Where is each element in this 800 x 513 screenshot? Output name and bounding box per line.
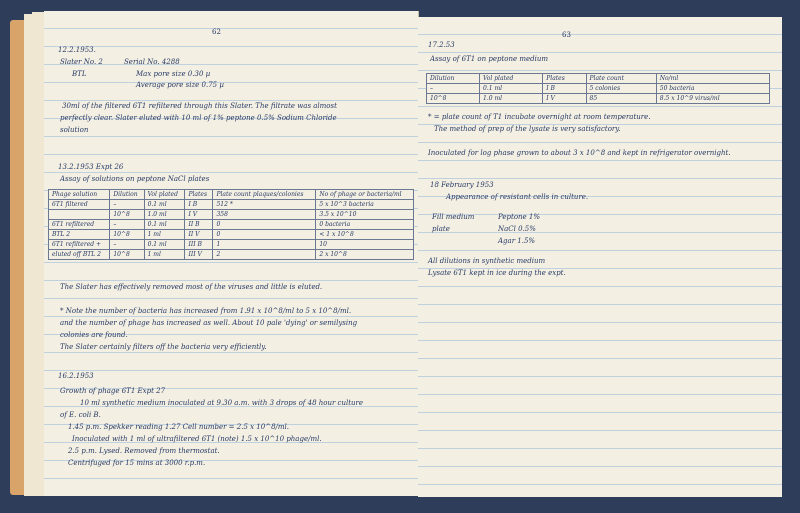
table-cell: – — [110, 240, 144, 250]
notebook-line: Serial No. 4288 — [124, 58, 180, 66]
table-cell: – — [110, 220, 144, 230]
table-cell: 0 bacteria — [316, 220, 414, 230]
table-cell: II B — [185, 220, 213, 230]
table-header-cell: No/ml — [656, 74, 769, 84]
table-cell: – — [110, 200, 144, 210]
table-cell: 0 — [213, 220, 316, 230]
table-row — [49, 240, 414, 250]
assay-table — [48, 189, 414, 260]
table-cell: < 1 x 10^8 — [316, 230, 414, 240]
table-header-cell: Phage solution — [49, 190, 110, 200]
table-header-cell: Plate count plaques/colonies — [213, 190, 316, 200]
table-cell: 2 x 10^8 — [316, 250, 414, 260]
table-cell: 512 * — [213, 200, 316, 210]
table-cell: 85 — [586, 94, 656, 104]
table-cell: 10^8 — [110, 250, 144, 260]
table-row — [49, 230, 414, 240]
table-cell: 1 ml — [144, 230, 185, 240]
notebook-line: perfectly clear. Slater eluted with 10 ml of 1% peptone 0.5% Sodium Chloride — [60, 114, 337, 122]
table-header-cell: No of phage or bacteria/ml — [316, 190, 414, 200]
notebook-line: 10 ml synthetic medium inoculated at 9.30 a.m. with 3 drops of 48 hour culture — [80, 399, 364, 407]
table-cell: 0.1 ml — [144, 240, 185, 250]
table-cell: 0 — [213, 230, 316, 240]
notebook-line: Assay of 6T1 on peptone medium — [430, 55, 549, 63]
table-row — [427, 84, 770, 94]
table-cell: 10^8 — [427, 94, 480, 104]
notebook-line: The Slater has effectively removed most of the viruses and little is eluted. — [60, 283, 323, 291]
table-cell: BTL 2 — [49, 230, 110, 240]
notebook-line: colonies are found. — [60, 331, 128, 339]
notebook-line: Lysate 6T1 kept in ice during the expt. — [428, 269, 566, 277]
table-cell: 10^8 — [110, 230, 144, 240]
table-cell: III B — [185, 240, 213, 250]
table-header-cell: Vol plated — [144, 190, 185, 200]
notebook-line: * Note the number of bacteria has increased from 1.91 x 10^8/ml to 5 x 10^8/ml. — [60, 307, 352, 315]
notebook-line: 17.2.53 — [428, 41, 455, 49]
notebook-line: Inoculated with 1 ml of ultrafiltered 6T1 (note) 1.5 x 10^10 phage/ml. — [72, 435, 322, 443]
notebook-line: Fill medium — [432, 213, 475, 221]
table-cell: 5 colonies — [586, 84, 656, 94]
table-row — [49, 250, 414, 260]
table-row — [427, 94, 770, 104]
notebook-line: solution — [60, 126, 89, 134]
notebook-line: Centrifuged for 15 mins at 3000 r.p.m. — [68, 459, 206, 467]
table-cell: II V — [185, 230, 213, 240]
table-cell: eluted off BTL 2 — [49, 250, 110, 260]
table-header-cell: Plates — [543, 74, 586, 84]
notebook-line: 12.2.1953. — [58, 46, 96, 54]
table-cell: I V — [543, 94, 586, 104]
notebook-line: and the number of phage has increased as well. About 10 pale 'dying' or semilysing — [60, 319, 358, 327]
table-cell: 1 — [213, 240, 316, 250]
table-header-cell: Vol plated — [480, 74, 543, 84]
notebook-line: The method of prep of the lysate is very satisfactory. — [434, 125, 621, 133]
notebook-line: All dilutions in synthetic medium — [428, 257, 546, 265]
table-cell: 1 ml — [144, 250, 185, 260]
table-cell — [49, 210, 110, 220]
notebook-line: NaCl 0.5% — [498, 225, 536, 233]
table-cell: 6T1 filtered — [49, 200, 110, 210]
table-cell: 8.5 x 10^9 virus/ml — [656, 94, 769, 104]
table-header-cell: Dilution — [110, 190, 144, 200]
notebook-line: 16.2.1953 — [58, 372, 94, 380]
table-cell: 0.1 ml — [480, 84, 543, 94]
table-header-cell: Dilution — [427, 74, 480, 84]
notebook-line: 1.45 p.m. Spekker reading 1.27 Cell number = 2.5 x 10^8/ml. — [68, 423, 289, 431]
table-cell: 2 — [213, 250, 316, 260]
table-row — [49, 220, 414, 230]
assay-table — [426, 73, 770, 104]
notebook-line: 13.2.1953 Expt 26 — [58, 163, 124, 171]
table-cell: I V — [185, 210, 213, 220]
notebook-line: Max pore size 0.30 µ — [136, 70, 211, 78]
notebook-line: Assay of solutions on peptone NaCl plates — [60, 175, 210, 183]
table-cell: I B — [185, 200, 213, 210]
table-row — [49, 200, 414, 210]
table-cell: 0.1 ml — [144, 220, 185, 230]
table-header-row — [49, 190, 414, 200]
table-cell: I B — [543, 84, 586, 94]
table-header-row — [427, 74, 770, 84]
notebook-line: Appearance of resistant cells in culture. — [446, 193, 589, 201]
right-notebook-page — [418, 17, 782, 497]
notebook-line: plate — [432, 225, 450, 233]
table-cell: 1.0 ml — [144, 210, 185, 220]
table-cell: 10 — [316, 240, 414, 250]
table-cell: 6T1 refiltered — [49, 220, 110, 230]
table-header-cell: Plates — [185, 190, 213, 200]
notebook-line: of E. coli B. — [60, 411, 101, 419]
notebook-line: 2.5 p.m. Lysed. Removed from thermostat. — [68, 447, 220, 455]
table-cell: – — [427, 84, 480, 94]
notebook-line: Peptone 1% — [498, 213, 541, 221]
notebook-line: The Slater certainly filters off the bacteria very efficiently. — [60, 343, 267, 351]
notebook-line: Growth of phage 6T1 Expt 27 — [60, 387, 166, 395]
notebook-line: 30ml of the filtered 6T1 refiltered through this Slater. The filtrate was almost — [62, 102, 337, 110]
table-cell: III V — [185, 250, 213, 260]
table-cell: 1.0 ml — [480, 94, 543, 104]
table-cell: 6T1 refiltered + — [49, 240, 110, 250]
table-cell: 0.1 ml — [144, 200, 185, 210]
page-number: 62 — [212, 28, 221, 36]
table-cell: 50 bacteria — [656, 84, 769, 94]
table-cell: 358 — [213, 210, 316, 220]
left-notebook-page — [44, 11, 419, 496]
table-cell: 3.5 x 10^10 — [316, 210, 414, 220]
notebook-line: Agar 1.5% — [498, 237, 536, 245]
table-row — [49, 210, 414, 220]
table-cell: 10^8 — [110, 210, 144, 220]
notebook-line: 18 February 1953 — [430, 181, 494, 189]
table-cell: 5 x 10^3 bacteria — [316, 200, 414, 210]
table-header-cell: Plate count — [586, 74, 656, 84]
notebook-line: Average pore size 0.75 µ — [136, 81, 224, 89]
notebook-line: * = plate count of T1 incubate overnight at room temperature. — [428, 113, 651, 121]
notebook-line: Slater No. 2 — [60, 58, 103, 66]
notebook-line: Inoculated for log phase grown to about 3 x 10^8 and kept in refrigerator overnight. — [428, 149, 731, 157]
page-number: 63 — [562, 31, 571, 39]
notebook-line: BTL — [72, 70, 87, 78]
